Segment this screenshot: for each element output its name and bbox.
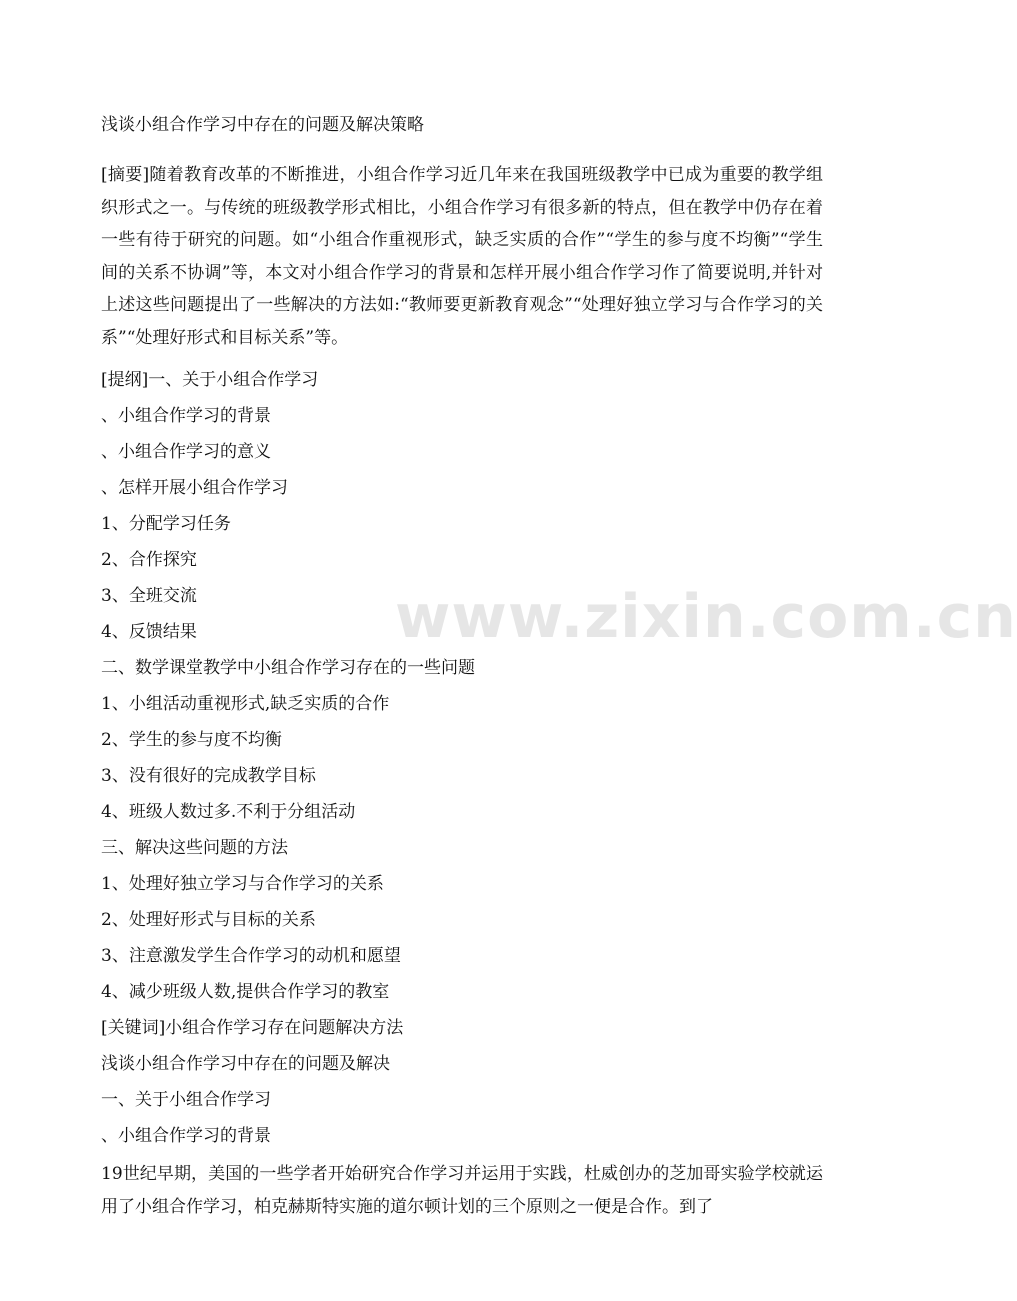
section-heading: 一、关于小组合作学习: [101, 1090, 271, 1110]
outline-line: 3、全班交流: [101, 586, 197, 606]
section-title: 浅谈小组合作学习中存在的问题及解决: [101, 1054, 390, 1074]
abstract-paragraph: [摘要]随着教育改革的不断推进，小组合作学习近几年来在我国班级教学中已成为重要的教学组织形式之一。与传统的班级教学形式相比，小组合作学习有很多新的特点，但在教学中仍存在着一些有待于研究的问题。如“小组合作重视形式，缺乏实质的合作”“学生的参与度不均衡”“学生间的关系不协调”等，本文对小组合作学习的背景和怎样开展小组合作学习作了简要说明,并针对上述这些问题提出了一些解决的方法如:“教师要更新教育观念”“处理好独立学习与合作学习的关系”“处理好形式和目标关系”等。: [101, 165, 823, 348]
outline-line: 、小组合作学习的意义: [101, 442, 271, 462]
outline-line: 1、小组活动重视形式,缺乏实质的合作: [101, 694, 390, 714]
outline-line: 3、没有很好的完成教学目标: [101, 766, 316, 786]
outline-line: 3、注意激发学生合作学习的动机和愿望: [101, 946, 401, 966]
outline-list: [101, 362, 823, 1154]
outline-line: 2、合作探究: [101, 550, 197, 570]
subsection-heading: 、小组合作学习的背景: [101, 1126, 271, 1146]
outline-line: 4、反馈结果: [101, 622, 197, 642]
outline-line: 2、学生的参与度不均衡: [101, 730, 282, 750]
outline-line: [提纲]一、关于小组合作学习: [101, 370, 319, 390]
outline-line: 、怎样开展小组合作学习: [101, 478, 288, 498]
document-title: 浅谈小组合作学习中存在的问题及解决策略: [101, 115, 424, 135]
outline-line: 2、处理好形式与目标的关系: [101, 910, 316, 930]
outline-line: 三、解决这些问题的方法: [101, 838, 288, 858]
outline-line: 1、分配学习任务: [101, 514, 231, 534]
body-paragraph: 19世纪早期，美国的一些学者开始研究合作学习并运用于实践，杜威创办的芝加哥实验学校就运用了小组合作学习，柏克赫斯特实施的道尔顿计划的三个原则之一便是合作。到了: [101, 1164, 823, 1217]
watermark: www.zixin.com.cn: [395, 582, 1017, 652]
document-content: [101, 107, 823, 1223]
outline-line: 4、减少班级人数,提供合作学习的教室: [101, 982, 390, 1002]
outline-line: 1、处理好独立学习与合作学习的关系: [101, 874, 384, 894]
outline-line: 4、班级人数过多.不利于分组活动: [101, 802, 356, 822]
outline-line: 、小组合作学习的背景: [101, 406, 271, 426]
outline-line: 二、数学课堂教学中小组合作学习存在的一些问题: [101, 658, 475, 678]
keywords-line: [关键词]小组合作学习存在问题解决方法: [101, 1018, 404, 1038]
